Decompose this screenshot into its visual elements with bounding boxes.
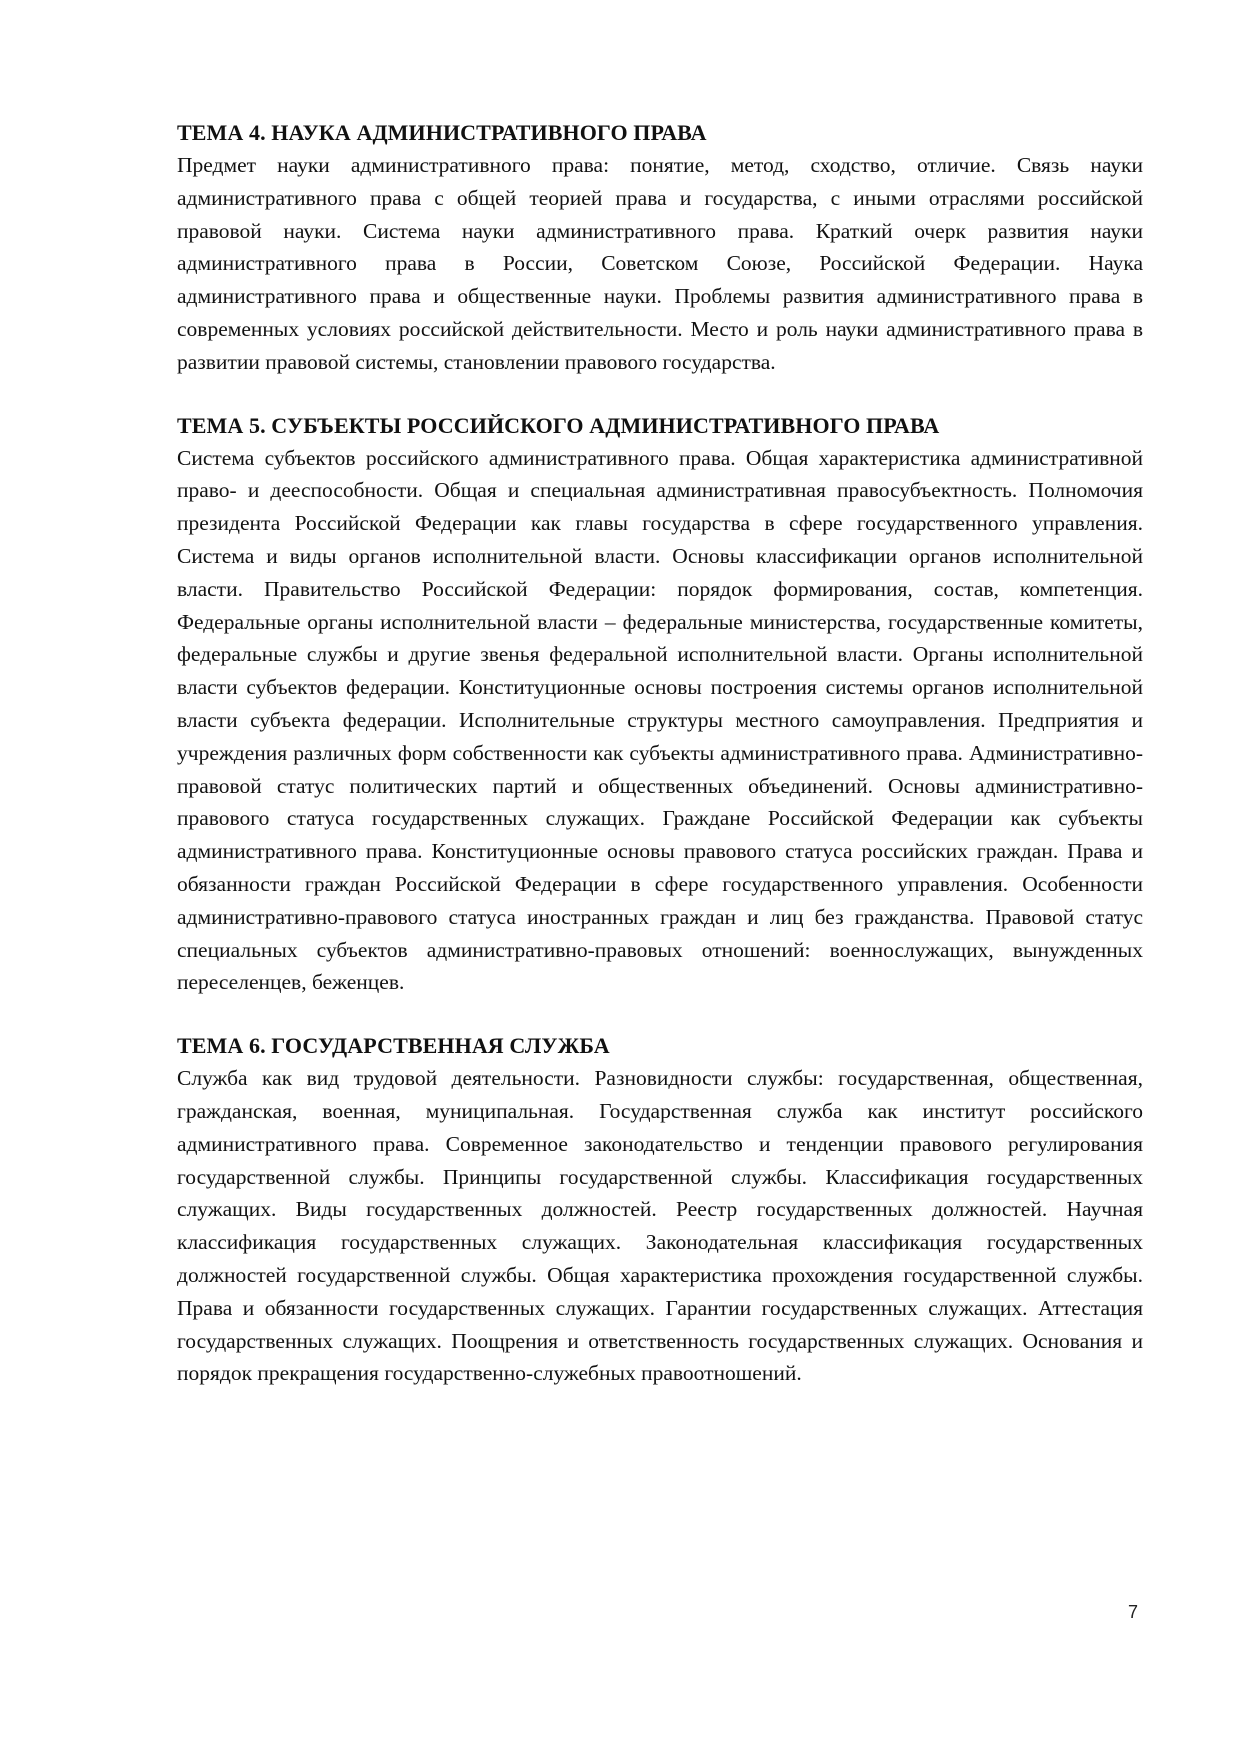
page-number: 7 [1128,1602,1139,1622]
section-body: Служба как вид трудовой деятельности. Разновидности службы: государственная, общественная, гражданская, военная, муниципальная. Государственная служба как институт российского административного права. Современное законодательство и тенденции правового регулирования государственной службы. Принципы государственной службы. Классификация государственных служащих. Виды государственных должностей. Реестр государственных должностей. Научная классификация государственных служащих. Законодательная классификация государственных должностей государственной службы. Общая характеристика прохождения государственной службы. Права и обязанности государственных служащих. Гарантии государственных служащих. Аттестация государственных служащих. Поощрения и ответственность государственных служащих. Основания и порядок прекращения государственно-служебных правоотношений. [177,1066,1143,1386]
section-title: ТЕМА 4. НАУКА АДМИНИСТРАТИВНОГО ПРАВА [177,120,707,145]
section-title: ТЕМА 5. СУБЪЕКТЫ РОССИЙСКОГО АДМИНИСТРАТИВНОГО ПРАВА [177,412,940,438]
section-body: Предмет науки административного права: понятие, метод, сходство, отличие. Связь науки административного права с общей теорией права и государства, с иными отраслями российской правовой науки. Система науки административного права. Краткий очерк развития науки административного права в России, Советском Союзе, Российской Федерации. Наука административного права и общественные науки. Проблемы развития административного права в современных условиях российской действительности. Место и роль науки административного права в развитии правовой системы, становлении правового государства. [177,153,1143,374]
section-topic-5 [177,409,1143,1000]
section-topic-6 [177,1029,1143,1390]
section-title: ТЕМА 6. ГОСУДАРСТВЕННАЯ СЛУЖБА [177,1033,610,1059]
section-topic-4 [177,116,1143,379]
page-content [177,116,1143,1420]
section-body: Система субъектов российского административного права. Общая характеристика административной право- и дееспособности. Общая и специальная административная правосубъектность. Полномочия президента Российской Федерации как главы государства в сфере государственного управления. Система и виды органов исполнительной власти. Основы классификации органов исполнительной власти. Правительство Российской Федерации: порядок формирования, состав, компетенция. Федеральные органы исполнительной власти – федеральные министерства, государственные комитеты, федеральные службы и другие звенья федеральной исполнительной власти. Органы исполнительной власти субъектов федерации. Конституционные основы построения системы органов исполнительной власти субъекта федерации. Исполнительные структуры местного самоуправления. Предприятия и учреждения различных форм собственности как субъекты административного права. Административно-правовой статус политических партий и общественных объединений. Основы административно-правового статуса государственных служащих. Граждане Российской Федерации как субъекты административного права. Конституционные основы правового статуса российских граждан. Права и обязанности граждан Российской Федерации в сфере государственного управления. Особенности административно-правового статуса иностранных граждан и лиц без гражданства. Правовой статус специальных субъектов административно-правовых отношений: военнослужащих, вынужденных переселенцев, беженцев. [177,445,1143,995]
